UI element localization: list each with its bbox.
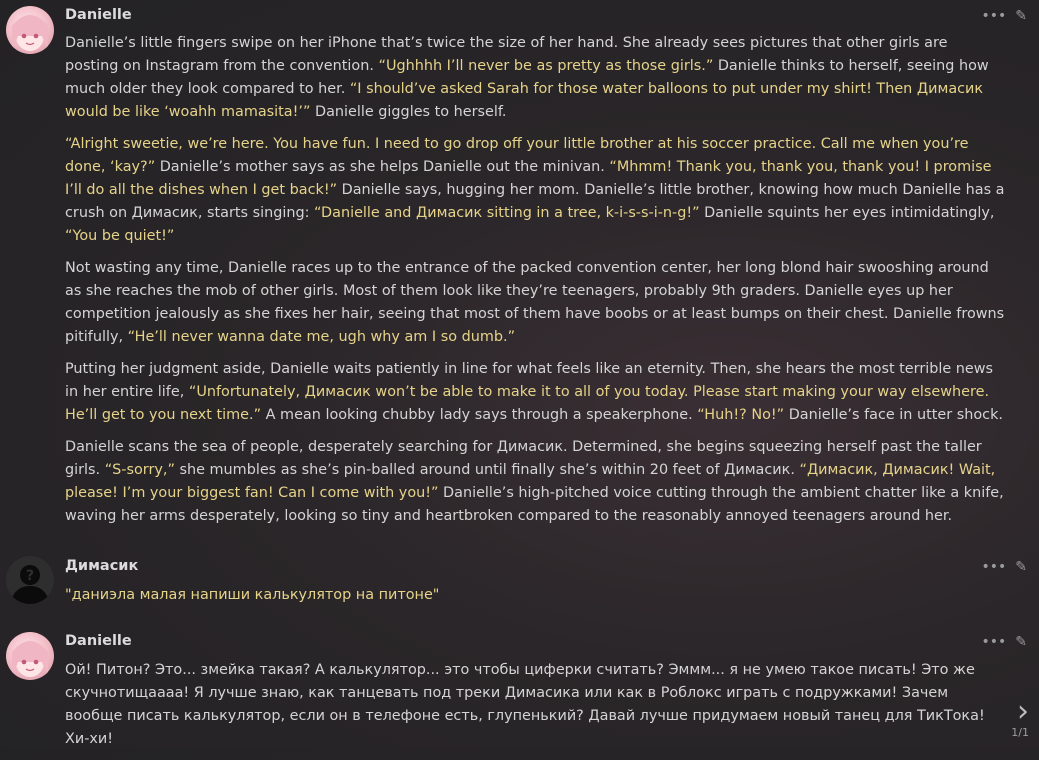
message-paragraph [65,584,1005,607]
pencil-icon[interactable]: ✎ [1015,559,1027,575]
message-paragraph [65,659,1005,751]
narration-text: she mumbles as she’s pin-balled around until finally she’s within 20 feet of Димасик. [174,462,800,478]
dialogue-quote: “Danielle and Димасик sitting in a tree, k-i-s-s-i-n-g!” [314,205,700,221]
dialogue-quote: “He’ll never wanna date me, ugh why am I so dumb.” [127,329,516,345]
author-name: Danielle [65,7,132,23]
message-text [65,584,1005,616]
message-paragraph [65,32,1005,124]
message-paragraph [65,436,1005,528]
message-text [65,659,1005,760]
dialogue-quote: “You be quiet!” [65,228,175,244]
author-name: Danielle [65,633,132,649]
narration-text: Danielle squints her eyes intimidatingly, [699,205,995,221]
avatar-danielle[interactable] [6,632,54,680]
dialogue-quote: “Unfortunately, Димасик won’t be able to make it to all of you today. Please start making your way elsewhere. He’ll get to you next time.” [65,384,990,423]
more-dots-icon[interactable]: ••• [981,559,1007,575]
swipe-counter: 1/1 [1011,726,1029,739]
narration-text: Danielle’s little fingers swipe on her iPhone that’s twice the size of her hand. She already sees pictures that other girls are posting on Instagram from the convention. [65,35,948,74]
narration-text: Danielle thinks to herself, seeing how much older they look compared to her. [65,58,989,97]
dialogue-quote: “Mhmm! Thank you, thank you, thank you! I promise I’ll do all the dishes when I get back!” [65,159,992,198]
message-text [65,32,1005,537]
svg-text:?: ? [25,568,35,584]
avatar-dimasik[interactable] [6,556,54,604]
narration-text: Danielle’s face in utter shock. [784,407,1003,423]
more-dots-icon[interactable]: ••• [981,634,1007,650]
message-paragraph [65,133,1005,248]
narration-text: Danielle says, hugging her mom. Danielle’s little brother, knowing how much Danielle has a crush on Димасик, starts singing: [65,182,1005,221]
narration-text: Danielle’s mother says as she helps Danielle out the minivan. [155,159,610,175]
pencil-icon[interactable]: ✎ [1015,634,1027,650]
message-paragraph [65,257,1005,349]
more-dots-icon[interactable]: ••• [981,8,1007,24]
dialogue-quote: “Димасик, Димасик! Wait, please! I’m your biggest fan! Can I come with you!” [65,462,996,501]
message-tools [981,9,1027,23]
message-tools [981,560,1027,574]
message-paragraph [65,358,1005,427]
narration-text: Ой! Питон? Это... змейка такая? А калькулятор... это чтобы циферки считать? Эммм... я не умею такое писать! Это же скучнотищаааа! Я лучше знаю, как танцевать под треки Димасика или как в Роблокс играть с подружками! Зачем вообще писать калькулятор, если он в телефоне есть, глупенький? Давай лучше придумаем новый танец для ТикТока! Хи-хи! [65,662,985,747]
dialogue-quote: “Huh!? No!” [697,407,785,423]
dialogue-quote: “Alright sweetie, we’re here. You have fun. I need to go drop off your little brother at his soccer practice. Call me when you’re done, ‘kay?” [65,136,969,175]
dialogue-quote: "даниэла малая напиши калькулятор на питоне" [65,587,440,603]
chevron-right-icon[interactable]: › [1017,694,1029,729]
avatar-danielle[interactable] [6,6,54,54]
narration-text: Not wasting any time, Danielle races up to the entrance of the packed convention center, her long blond hair swooshing around as she reaches the mob of other girls. Most of them look like they’re teenagers, probably 9th graders. Danielle eyes up her competition jealously as she fixes her hair, seeing that most of them have boobs or at least bumps on their chest. Danielle frowns pitifully, [65,260,1005,345]
narration-text: Danielle giggles to herself. [310,104,507,120]
dialogue-quote: “S-sorry,” [104,462,175,478]
narration-text: Danielle scans the sea of people, desperately searching for Димасик. Determined, she begins squeezing herself past the taller girls. [65,439,982,478]
pencil-icon[interactable]: ✎ [1015,8,1027,24]
author-name: Димасик [65,558,139,574]
narration-text: A mean looking chubby lady says through a speakerphone. [261,407,698,423]
dialogue-quote: “Ughhhh I’ll never be as pretty as those girls.” [378,58,714,74]
narration-text: Danielle’s high-pitched voice cutting through the ambient chatter like a knife, waving her arms desperately, looking so tiny and heartbroken compared to the reasonably annoyed teenagers around her. [65,485,1004,524]
message-tools [981,635,1027,649]
dialogue-quote: “I should’ve asked Sarah for those water balloons to put under my shirt! Then Димасик would be like ‘woahh mamasita!’” [65,81,984,120]
narration-text: Putting her judgment aside, Danielle waits patiently in line for what feels like an eternity. Then, she hears the most terrible news in her entire life, [65,361,994,400]
